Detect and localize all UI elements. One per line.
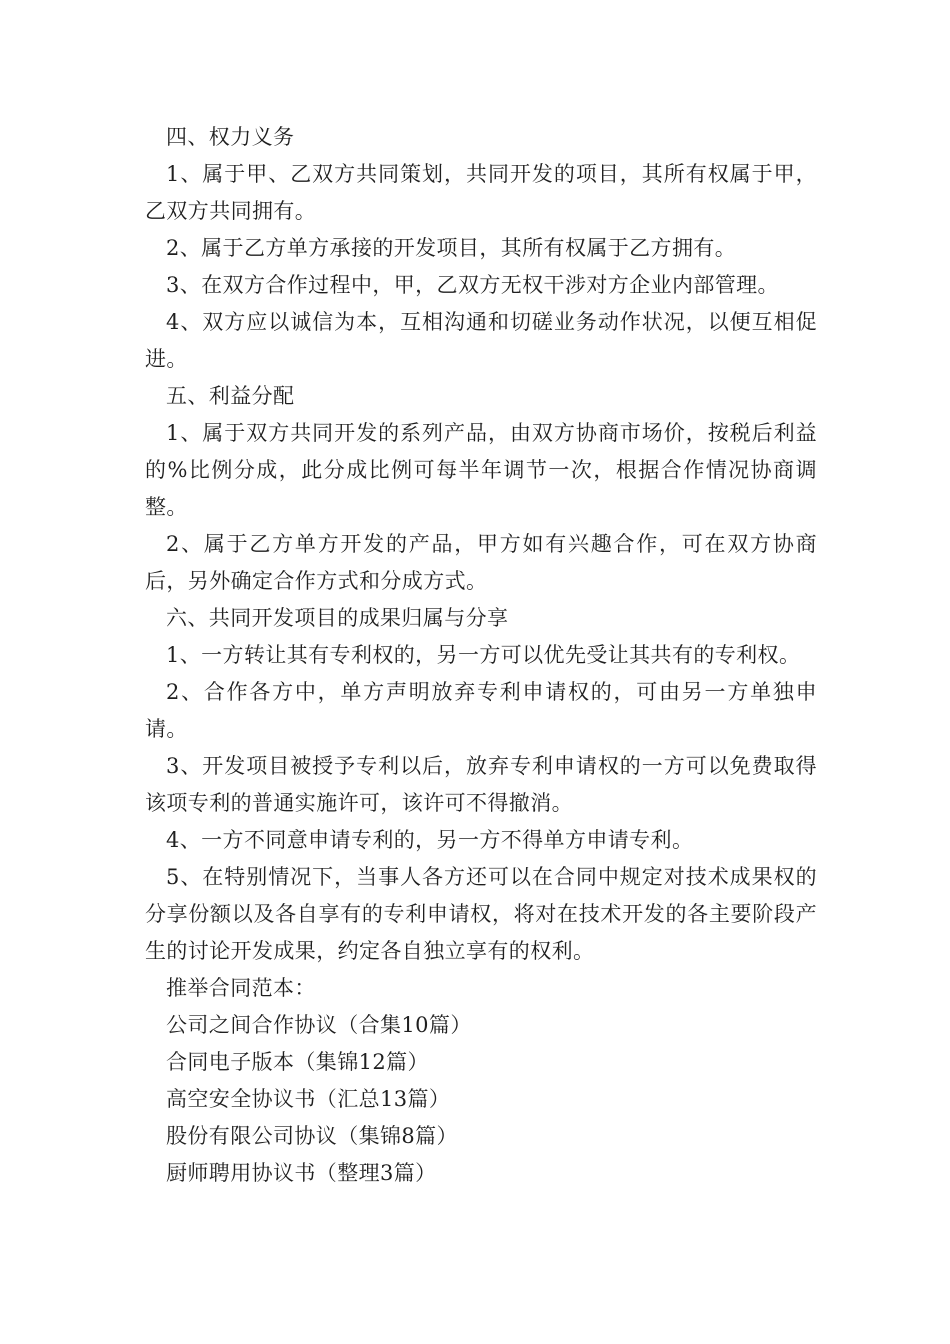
section-heading-results: 六、共同开发项目的成果归属与分享 (166, 606, 509, 630)
clause-paragraph: 5、在特别情况下，当事人各方还可以在合同中规定对技术成果权的分享份额以及各自享有的专利申请权，将对在技术开发的各主要阶段产生的讨论开发成果，约定各自独立享有的权利。 (145, 865, 817, 963)
section-heading-rights: 四、权力义务 (166, 125, 295, 149)
recommend-link[interactable]: 高空安全协议书（汇总13篇） (166, 1087, 451, 1111)
recommend-link[interactable]: 股份有限公司协议（集锦8篇） (166, 1124, 458, 1148)
document-body (145, 119, 817, 1192)
recommend-link[interactable]: 公司之间合作协议（合集10篇） (166, 1013, 472, 1037)
clause-paragraph: 4、双方应以诚信为本，互相沟通和切磋业务动作状况，以便互相促进。 (145, 310, 817, 371)
clause-paragraph: 3、在双方合作过程中，甲，乙双方无权干涉对方企业内部管理。 (166, 273, 779, 297)
recommend-link[interactable]: 合同电子版本（集锦12篇） (166, 1050, 429, 1074)
clause-paragraph: 2、合作各方中，单方声明放弃专利申请权的，可由另一方单独申请。 (145, 680, 817, 741)
clause-paragraph: 3、开发项目被授予专利以后，放弃专利申请权的一方可以免费取得该项专利的普通实施许可，该许可不得撤消。 (145, 754, 817, 815)
clause-paragraph: 1、属于双方共同开发的系列产品，由双方协商市场价，按税后利益的%比例分成，此分成比例可每半年调节一次，根据合作情况协商调整。 (145, 421, 817, 519)
clause-paragraph: 2、属于乙方单方开发的产品，甲方如有兴趣合作，可在双方协商后，另外确定合作方式和分成方式。 (145, 532, 817, 593)
clause-paragraph: 1、属于甲、乙双方共同策划，共同开发的项目，其所有权属于甲，乙双方共同拥有。 (145, 162, 817, 223)
recommend-link[interactable]: 厨师聘用协议书（整理3篇） (166, 1161, 437, 1185)
clause-paragraph: 1、一方转让其有专利权的，另一方可以优先受让其共有的专利权。 (166, 643, 801, 667)
recommend-label: 推举合同范本： (166, 976, 316, 1000)
clause-paragraph: 2、属于乙方单方承接的开发项目，其所有权属于乙方拥有。 (166, 236, 737, 260)
clause-paragraph: 4、一方不同意申请专利的，另一方不得单方申请专利。 (166, 828, 694, 852)
section-heading-profit: 五、利益分配 (166, 384, 295, 408)
